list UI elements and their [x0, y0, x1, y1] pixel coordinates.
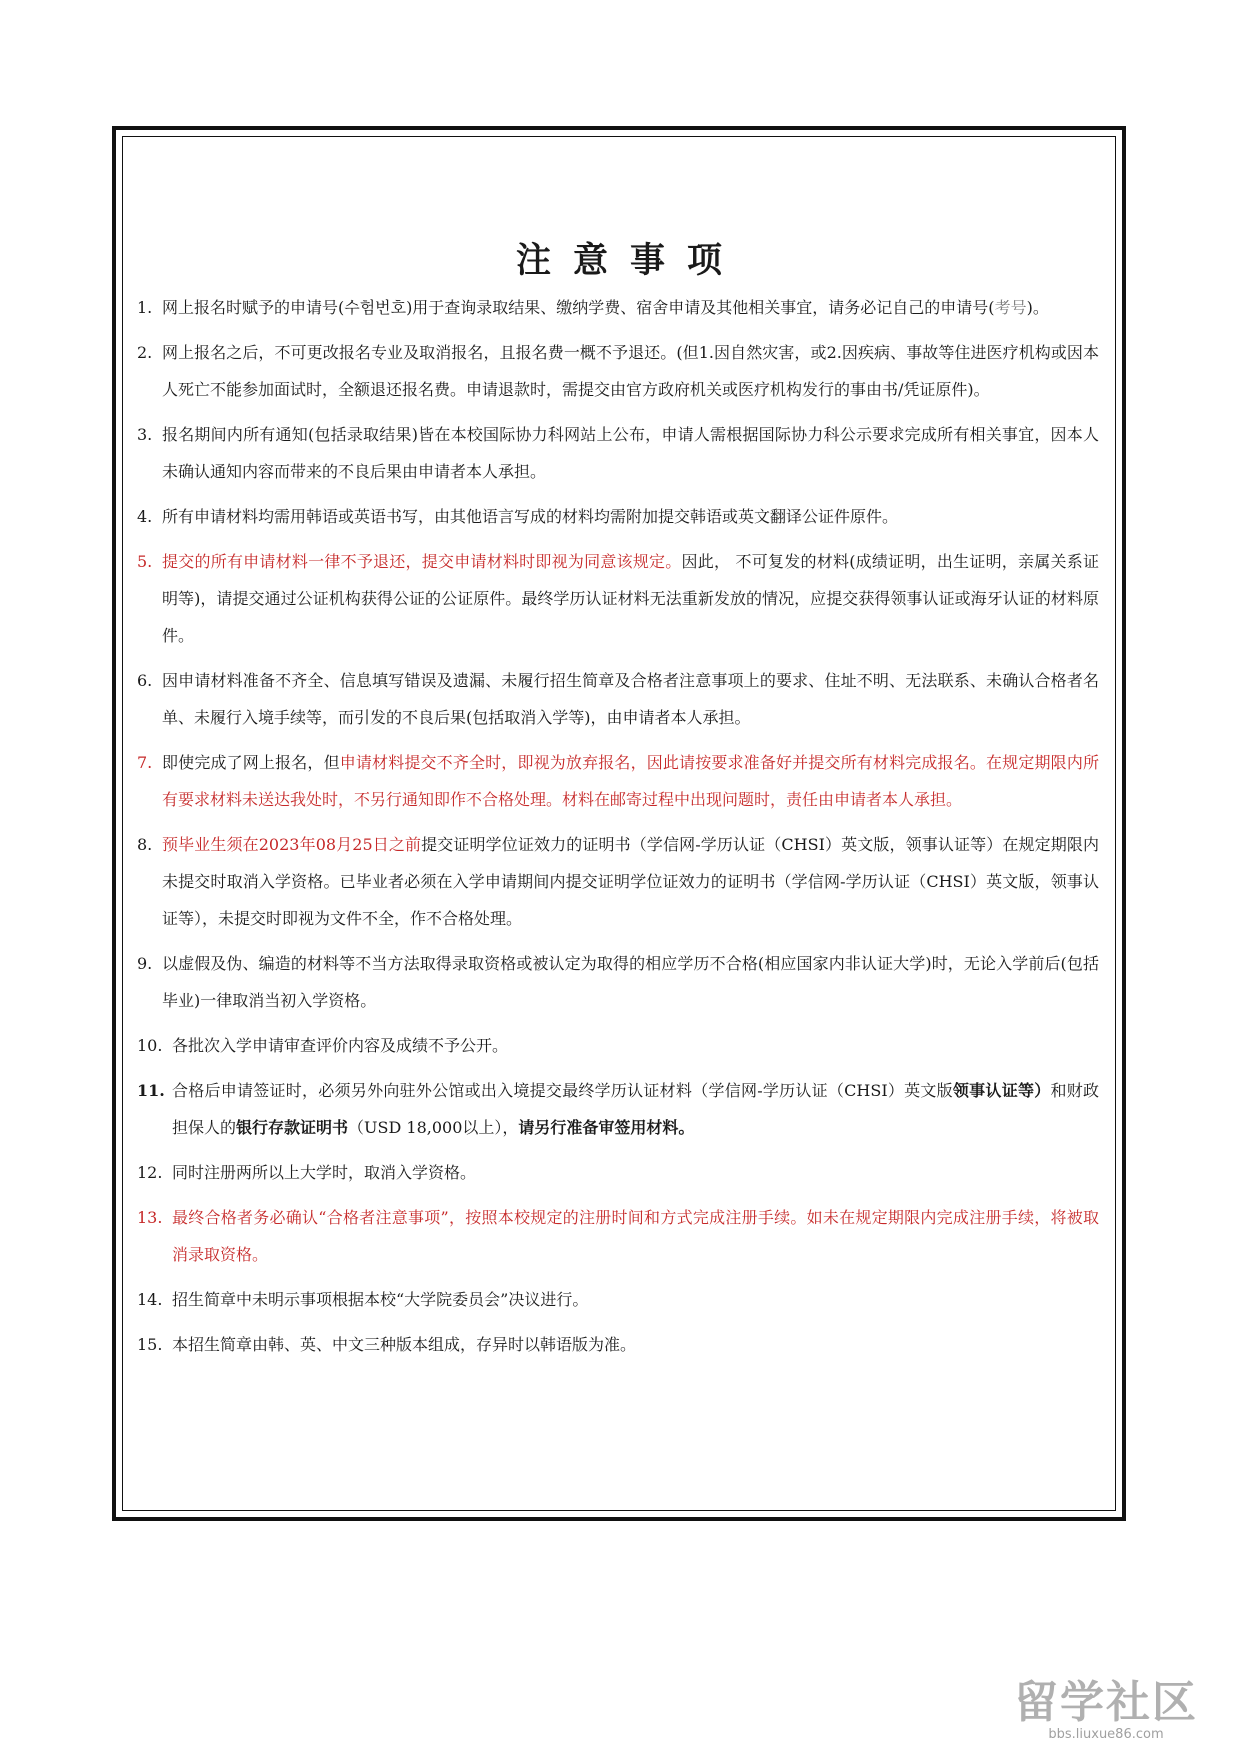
notice-item-number: 2.: [137, 343, 153, 362]
notice-item-text: [172, 1154, 1099, 1191]
notice-text-segment: 申请材料提交不齐全时，即视为放弃报名，因此请按要求准备好并提交所有材料完成报名。在规定期限内所有要求材料未送达我处时，不另行通知即作不合格处理。材料在邮寄过程中出现问题时，责任由申请者本人承担。: [162, 753, 1099, 809]
notice-text-segment: 同时注册两所以上大学时，取消入学资格。: [172, 1163, 477, 1182]
notice-text-segment: 所有申请材料均需用韩语或英语书写，由其他语言写成的材料均需附加提交韩语或英文翻译公证件原件。: [162, 507, 899, 526]
notice-text-segment: 即使完成了网上报名，但: [162, 753, 340, 772]
notice-item-number: 13.: [137, 1208, 163, 1227]
notice-text-segment: 最终合格者务必确认“合格者注意事项”，按照本校规定的注册时间和方式完成注册手续。如未在规定期限内完成注册手续，将被取消录取资格。: [172, 1208, 1099, 1264]
notice-item-text: [162, 662, 1099, 736]
notice-item-text: [172, 1072, 1099, 1146]
notice-item: [137, 543, 1099, 654]
notice-text-segment: 以虚假及伪、编造的材料等不当方法取得录取资格或被认定为取得的相应学历不合格(相应国家内非认证大学)时，无论入学前后(包括毕业)一律取消当初入学资格。: [162, 954, 1099, 1010]
notice-item: [137, 289, 1099, 326]
notice-item-number: 10.: [137, 1036, 163, 1055]
notice-text-segment: 网上报名之后，不可更改报名专业及取消报名，且报名费一概不予退还。(但1.因自然灾害，或2.因疾病、事故等住进医疗机构或因本人死亡不能参加面试时，全额退还报名费。申请退款时，需提交由官方政府机关或医疗机构发行的事由书/凭证原件)。: [162, 343, 1099, 399]
notice-item-text: [172, 1281, 1099, 1318]
notice-item-text: [162, 945, 1099, 1019]
notice-item: [137, 945, 1099, 1019]
notice-text-segment: 因此， 不可复发的材料(成绩证明，出生证明，亲属关系证明等)，请提交通过公证机构获得公证的公证原件。最终学历认证材料无法重新发放的情况，应提交获得领事认证或海牙认证的材料原件。: [162, 552, 1099, 645]
notice-text-segment: 招生简章中未明示事项根据本校“大学院委员会”决议进行。: [172, 1290, 589, 1309]
notice-item-number: 6.: [137, 671, 153, 690]
notice-item-number: 4.: [137, 507, 153, 526]
notice-item: [137, 826, 1099, 937]
notice-item-number: 12.: [137, 1163, 163, 1182]
notice-item: [137, 334, 1099, 408]
notice-item: [137, 498, 1099, 535]
notice-item: [137, 1281, 1099, 1318]
notice-item-text: [162, 543, 1099, 654]
notice-item-text: [162, 334, 1099, 408]
notice-item-number: 14.: [137, 1290, 163, 1309]
watermark-url: bbs.liuxue86.com: [1048, 1727, 1164, 1742]
notice-list: [137, 289, 1099, 1363]
notice-item-number: 3.: [137, 425, 153, 444]
notice-text-segment: 各批次入学申请审查评价内容及成绩不予公开。: [172, 1036, 509, 1055]
notice-item-text: [172, 1199, 1099, 1273]
notice-item-text: [172, 1027, 1099, 1064]
notice-item-number: 15.: [137, 1335, 163, 1354]
notice-item-text: [162, 416, 1099, 490]
notice-item: [137, 662, 1099, 736]
notice-text-segment: 网上报名时赋予的申请号(수험번호)用于查询录取结果、缴纳学费、宿舍申请及其他相关事宜，请务必记自己的申请号(: [162, 298, 995, 317]
notice-item-number: 7.: [137, 753, 153, 772]
notice-text-segment: 因申请材料准备不齐全、信息填写错误及遗漏、未履行招生简章及合格者注意事项上的要求、住址不明、无法联系、未确认合格者名单、未履行入境手续等，而引发的不良后果(包括取消入学等)，由申请者本人承担。: [162, 671, 1099, 727]
notice-text-segment: 提交证明学位证效力的证明书（学信网-学历认证（CHSI）英文版，领事认证等）在规定期限内未提交时取消入学资格。已毕业者必须在入学申请期间内提交证明学位证效力的证明书（学信网-学历认证（CHSI）英文版，领事认证等），未提交时即视为文件不全，作不合格处理。: [162, 835, 1099, 928]
notice-text-segment: )。: [1026, 298, 1049, 317]
watermark-logo: 留学社区: [1014, 1677, 1198, 1728]
notice-item-number: 5.: [137, 552, 153, 571]
notice-item-number: 1.: [137, 298, 153, 317]
notice-text-segment: 和财政担保人的: [172, 1081, 1099, 1137]
notice-item: [137, 744, 1099, 818]
notice-text-segment: 考号: [994, 298, 1027, 317]
watermark: [1014, 1679, 1198, 1742]
notice-item-number: 8.: [137, 835, 153, 854]
notice-item: [137, 1154, 1099, 1191]
notice-item-text: [162, 498, 1099, 535]
notice-item: [137, 1027, 1099, 1064]
page-border: [112, 126, 1126, 1521]
page-border-inner: [122, 136, 1116, 1511]
notice-item-text: [162, 826, 1099, 937]
page-title: 注意事项: [515, 240, 744, 281]
notice-item: [137, 1072, 1099, 1146]
notice-item-number: 11.: [137, 1081, 165, 1100]
notice-item-number: 9.: [137, 954, 153, 973]
notice-text-segment: 银行存款证明书: [236, 1118, 349, 1137]
notice-text-segment: 请另行准备审签用材料。: [518, 1118, 695, 1137]
notice-item: [137, 1326, 1099, 1363]
notice-item: [137, 416, 1099, 490]
notice-item-text: [162, 289, 1099, 326]
notice-text-segment: 预毕业生须在2023年08月25日之前: [162, 835, 422, 854]
notice-text-segment: （USD 18,000以上），: [348, 1118, 519, 1137]
notice-text-segment: 报名期间内所有通知(包括录取结果)皆在本校国际协力科网站上公布，申请人需根据国际协力科公示要求完成所有相关事宜，因本人未确认通知内容而带来的不良后果由申请者本人承担。: [162, 425, 1099, 481]
notice-text-segment: 本招生简章由韩、英、中文三种版本组成，存异时以韩语版为准。: [172, 1335, 637, 1354]
notice-text-segment: 领事认证等）: [952, 1081, 1051, 1100]
notice-text-segment: 提交的所有申请材料一律不予退还，提交申请材料时即视为同意该规定。: [162, 552, 682, 571]
notice-text-segment: 合格后申请签证时，必须另外向驻外公馆或出入境提交最终学历认证材料（学信网-学历认证（CHSI）英文版: [172, 1081, 953, 1100]
notice-item-text: [172, 1326, 1099, 1363]
notice-item: [137, 1199, 1099, 1273]
notice-item-text: [162, 744, 1099, 818]
